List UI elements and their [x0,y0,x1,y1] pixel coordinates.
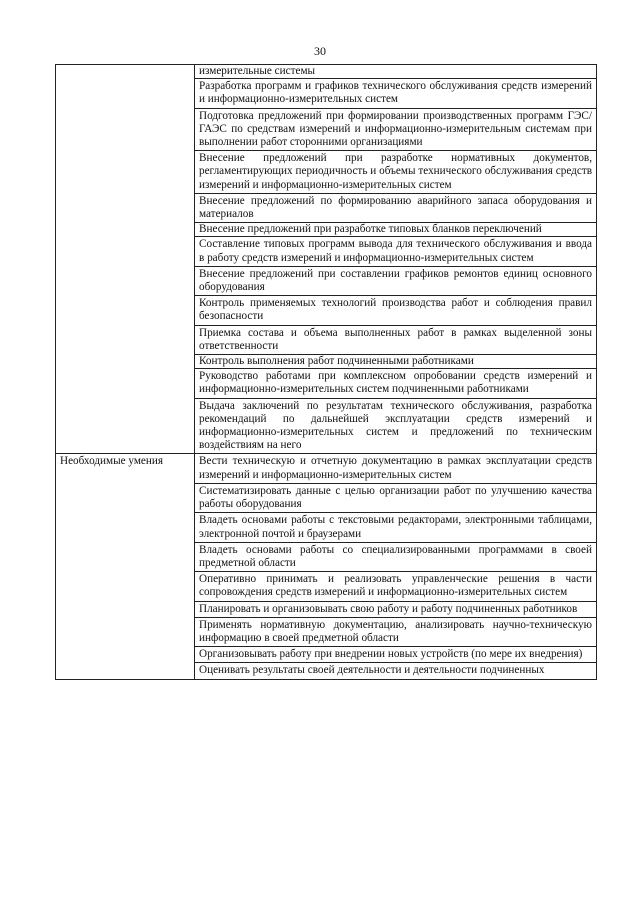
table-cell-entry: Выдача заключений по результатам технического обслуживания, разработка рекомендаций по дальнейшей эксплуатации средств измерений и информационно-измерительных систем и предложений по техническим воздействиям на него [195,398,597,454]
page-number: 30 [314,44,326,58]
table-row [56,454,597,483]
table-cell-entry: измерительные системы [195,65,597,79]
table-cell-entry: Приемка состава и объема выполненных работ в рамках выделенной зоны ответственности [195,325,597,354]
table-row [56,65,597,79]
table-cell-entry: Внесение предложений при составлении графиков ремонтов единиц основного оборудования [195,266,597,295]
table-cell-entry: Оценивать результаты своей деятельности и деятельности подчиненных [195,663,597,679]
table-cell-entry: Организовывать работу при внедрении новых устройств (по мере их внедрения) [195,647,597,663]
table-cell-entry: Внесение предложений при разработке нормативных документов, регламентирующих периодичность и объемы технического обслуживания средств измерений и информационно-измерительных систем [195,151,597,194]
table-cell-entry: Владеть основами работы со специализированными программами в своей предметной области [195,542,597,571]
table-cell-entry: Систематизировать данные с целью организации работ по улучшению качества работы оборудования [195,483,597,512]
labor-functions-table [55,64,597,680]
table-cell-entry: Составление типовых программ вывода для технического обслуживания и ввода в работу средств измерений и информационно-измерительных систем [195,237,597,266]
table-cell-entry: Оперативно принимать и реализовать управленческие решения в части сопровождения средств измерений и информационно-измерительных систем [195,572,597,601]
table-cell-entry: Подготовка предложений при формировании производственных программ ГЭС/ГАЭС по средствам измерений и информационно-измерительным системам при выполнении работ сторонними организациями [195,108,597,151]
table-cell-entry: Контроль выполнения работ подчиненными работниками [195,355,597,369]
table-cell-entry: Вести техническую и отчетную документацию в рамках эксплуатации средств измерений и информационно-измерительных систем [195,454,597,483]
section-label-cell: Необходимые умения [56,454,195,679]
table-cell-entry: Руководство работами при комплексном опробовании средств измерений и информационно-измерительных систем подчиненными работниками [195,369,597,398]
table-cell-entry: Планировать и организовывать свою работу и работу подчиненных работников [195,601,597,617]
table-cell-entry: Внесение предложений при разработке типовых бланков переключений [195,223,597,237]
table-cell-entry: Владеть основами работы с текстовыми редакторами, электронными таблицами, электронной почтой и браузерами [195,513,597,542]
table-cell-entry: Применять нормативную документацию, анализировать научно-техническую информацию в своей предметной области [195,617,597,646]
section-label-cell [56,65,195,454]
table-cell-entry: Внесение предложений по формированию аварийного запаса оборудования и материалов [195,193,597,222]
table-cell-entry: Контроль применяемых технологий производства работ и соблюдения правил безопасности [195,296,597,325]
table-cell-entry: Разработка программ и графиков технического обслуживания средств измерений и информационно-измерительных систем [195,79,597,108]
